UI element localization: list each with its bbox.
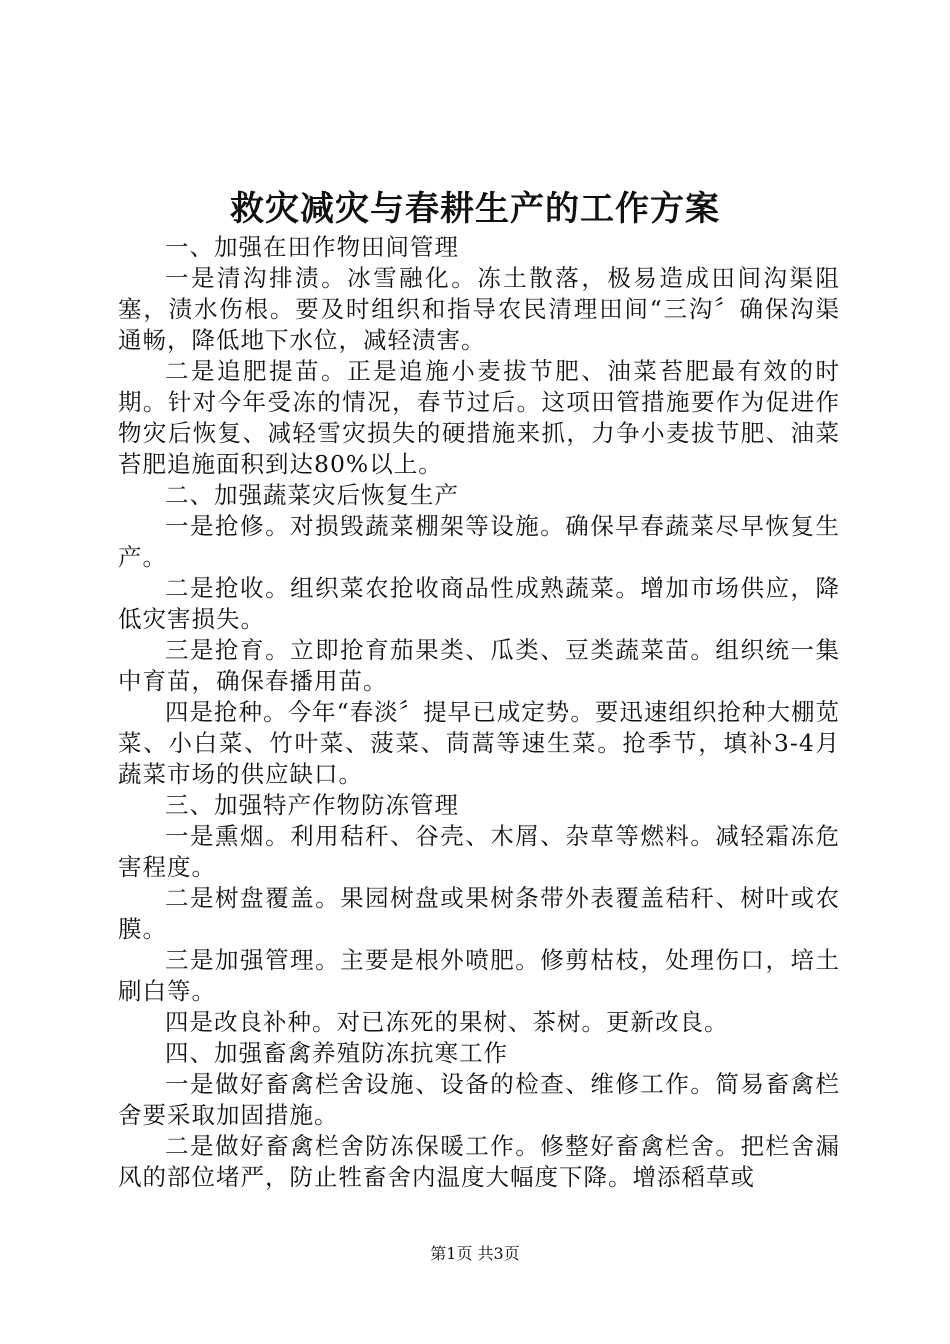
page-footer: 第1页 共3页: [430, 1244, 520, 1263]
paragraph: 四是改良补种。对已冻死的果树、茶树。更新改良。: [165, 1008, 729, 1036]
paragraph: 四是抢种。今年“春淡〞提早已成定势。要迅速组织抢种大棚苋菜、小白菜、竹叶菜、菠菜、茼蒿等速生菜。抢季节，填补3-4月蔬菜市场的供应缺口。: [118, 698, 840, 788]
paragraph: 二是做好畜禽栏舍防冻保暖工作。修整好畜禽栏舍。把栏舍漏风的部位堵严，防止牲畜舍内温度大幅度下降。增添稻草或: [118, 1132, 840, 1191]
paragraph: 一是清沟排渍。冰雪融化。冻土散落，极易造成田间沟渠阻塞，渍水伤根。要及时组织和指导农民清理田间“三沟〞确保沟渠通畅，降低地下水位，减轻渍害。: [118, 264, 840, 354]
paragraph: 一是做好畜禽栏舍设施、设备的检查、维修工作。简易畜禽栏舍要采取加固措施。: [118, 1070, 840, 1129]
paragraph: 三是加强管理。主要是根外喷肥。修剪枯枝，处理伤口，培土刷白等。: [118, 946, 840, 1005]
paragraph: 一是抢修。对损毁蔬菜棚架等设施。确保早春蔬菜尽早恢复生产。: [118, 512, 840, 571]
section-heading: 二、加强蔬菜灾后恢复生产: [165, 481, 459, 509]
document-title: 救灾减灾与春耕生产的工作方案: [230, 189, 720, 229]
section-heading: 一、加强在田作物田间管理: [165, 233, 459, 261]
paragraph: 二是追肥提苗。正是追施小麦拔节肥、油菜苔肥最有效的时期。针对今年受冻的情况，春节过后。这项田管措施要作为促进作物灾后恢复、减轻雪灾损失的硬措施来抓，力争小麦拔节肥、油菜苔肥追施面积到达80%以上。: [118, 357, 840, 478]
paragraph: 一是熏烟。利用秸秆、谷壳、木屑、杂草等燃料。减轻霜冻危害程度。: [118, 822, 840, 881]
paragraph: 二是抢收。组织菜农抢收商品性成熟蔬菜。增加市场供应，降低灾害损失。: [118, 574, 840, 633]
section-heading: 三、加强特产作物防冻管理: [165, 791, 459, 819]
section-heading: 四、加强畜禽养殖防冻抗寒工作: [165, 1039, 508, 1067]
paragraph: 二是树盘覆盖。果园树盘或果树条带外表覆盖秸秆、树叶或农膜。: [118, 884, 840, 943]
document-body: [118, 232, 840, 1193]
paragraph: 三是抢育。立即抢育茄果类、瓜类、豆类蔬菜苗。组织统一集中育苗，确保春播用苗。: [118, 636, 840, 695]
